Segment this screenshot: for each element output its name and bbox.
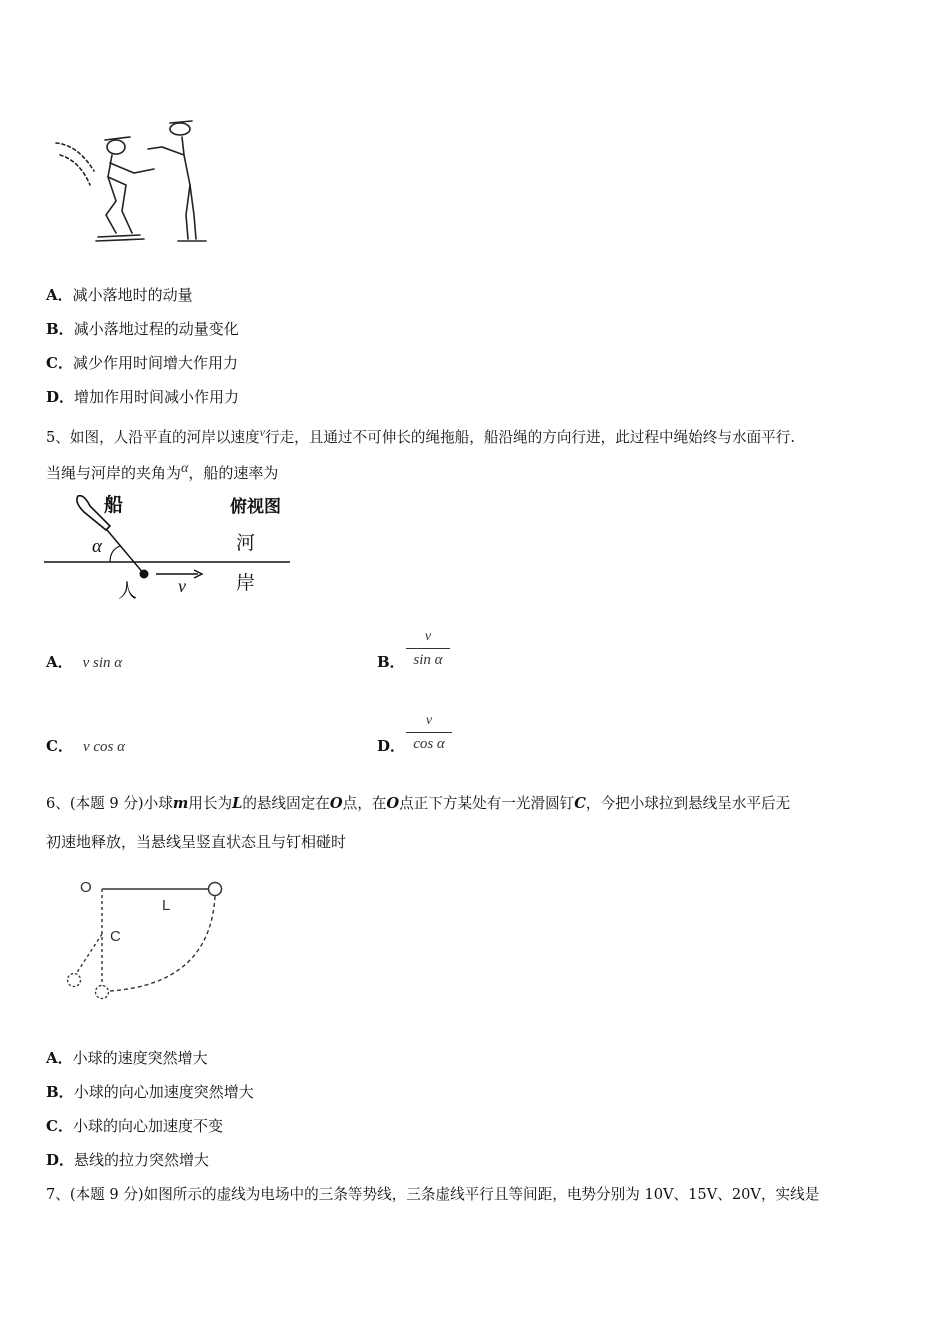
var-alpha: α <box>181 461 189 476</box>
q5-option-d-fraction <box>406 712 452 753</box>
q6-figure <box>60 874 240 1004</box>
option-text: 悬线的拉力突然增大 <box>74 1151 210 1169</box>
option-label: C． <box>46 737 73 755</box>
q5-stem-line1 <box>46 422 795 448</box>
q6-option-b <box>46 1082 254 1102</box>
option-expr: v sin α <box>82 655 123 671</box>
fraction-bar <box>406 732 452 733</box>
label-c: C <box>110 928 121 945</box>
jumping-person-figure <box>50 115 220 250</box>
q6-text: 初速地释放，当悬线呈竖直状态且与钉相碰时 <box>46 833 347 851</box>
option-label: A． <box>46 653 73 671</box>
var-v: v <box>259 425 265 439</box>
fraction-denominator: cos α <box>413 736 445 752</box>
fraction-numerator: v <box>425 713 433 728</box>
option-text: 减小落地时的动量 <box>72 286 193 304</box>
q5-option-c <box>46 736 125 757</box>
label-velocity: v <box>178 576 186 596</box>
label-alpha: α <box>92 536 102 557</box>
q5-text: 当绳与河岸的夹角为 <box>46 464 182 482</box>
option-expr: v cos α <box>82 739 125 755</box>
option-text: 增加作用时间减小作用力 <box>74 388 240 406</box>
var-L: L <box>232 795 243 812</box>
option-label: C． <box>46 354 73 372</box>
option-text: 减小落地过程的动量变化 <box>73 320 239 338</box>
option-label: D． <box>46 388 75 406</box>
label-top-view: 俯视图 <box>230 497 281 517</box>
label-river: 河 <box>236 532 256 554</box>
label-person: 人 <box>118 580 138 602</box>
option-label: D． <box>46 1151 75 1169</box>
q6-text: ，今把小球拉到悬线呈水平后无 <box>585 795 791 812</box>
var-m: m <box>172 795 189 812</box>
label-boat: 船 <box>104 494 124 516</box>
label-l: L <box>162 897 171 914</box>
var-O: O <box>386 795 400 812</box>
q6-option-d <box>46 1150 209 1170</box>
option-label: A． <box>46 1049 73 1067</box>
option-text: 小球的向心加速度突然增大 <box>73 1083 254 1101</box>
option-label: C． <box>46 1117 73 1135</box>
q5-option-b-fraction <box>406 628 450 669</box>
q5-option-b <box>377 652 405 672</box>
option-text: 减少作用时间增大作用力 <box>72 354 238 372</box>
q6-text: 用长为 <box>188 795 233 812</box>
q7-text: 7、(本题 9 分)如图所示的虚线为电场中的三条等势线，三条虚线平行且等间距，电势分别为 10V、15V、20V，实线是 <box>46 1186 820 1203</box>
q6-stem-line1 <box>46 794 790 814</box>
q5-text: 5、如图，人沿平直的河岸以速度 <box>46 428 260 446</box>
fraction-numerator: v <box>424 629 432 644</box>
fraction-denominator: sin α <box>413 652 443 668</box>
option-label: D． <box>377 737 406 755</box>
q5-stem-line2 <box>46 459 278 483</box>
q6-stem-line2 <box>46 832 346 852</box>
option-text: 小球的向心加速度不变 <box>72 1117 223 1135</box>
option-label: A． <box>46 286 73 304</box>
q7-stem-line1 <box>46 1185 819 1205</box>
q6-text: 点正下方某处有一光滑圆钉 <box>399 795 575 812</box>
q5-text: 行走，且通过不可伸长的绳拖船，船沿绳的方向行进，此过程中绳始终与水面平行. <box>264 428 795 446</box>
q4-option-b <box>46 319 239 339</box>
q6-text: 点，在 <box>342 795 387 812</box>
q4-option-c <box>46 353 238 373</box>
q6-text: 的悬线固定在 <box>242 795 330 812</box>
q5-option-a <box>46 652 122 673</box>
var-C: C <box>574 795 586 812</box>
fraction-bar <box>406 648 450 649</box>
option-label: B． <box>377 653 405 671</box>
q4-option-d <box>46 387 239 407</box>
q5-text: ，船的速率为 <box>188 464 279 482</box>
q4-option-a <box>46 285 193 305</box>
q6-option-c <box>46 1116 223 1136</box>
label-shore: 岸 <box>236 572 256 594</box>
option-text: 小球的速度突然增大 <box>72 1049 208 1067</box>
label-o: O <box>80 879 92 896</box>
q5-figure <box>44 488 294 600</box>
var-O: O <box>329 795 343 812</box>
q6-option-a <box>46 1048 208 1068</box>
q5-option-d <box>377 736 405 756</box>
option-label: B． <box>46 320 74 338</box>
option-label: B． <box>46 1083 74 1101</box>
q6-text: 6、(本题 9 分)小球 <box>46 795 173 812</box>
